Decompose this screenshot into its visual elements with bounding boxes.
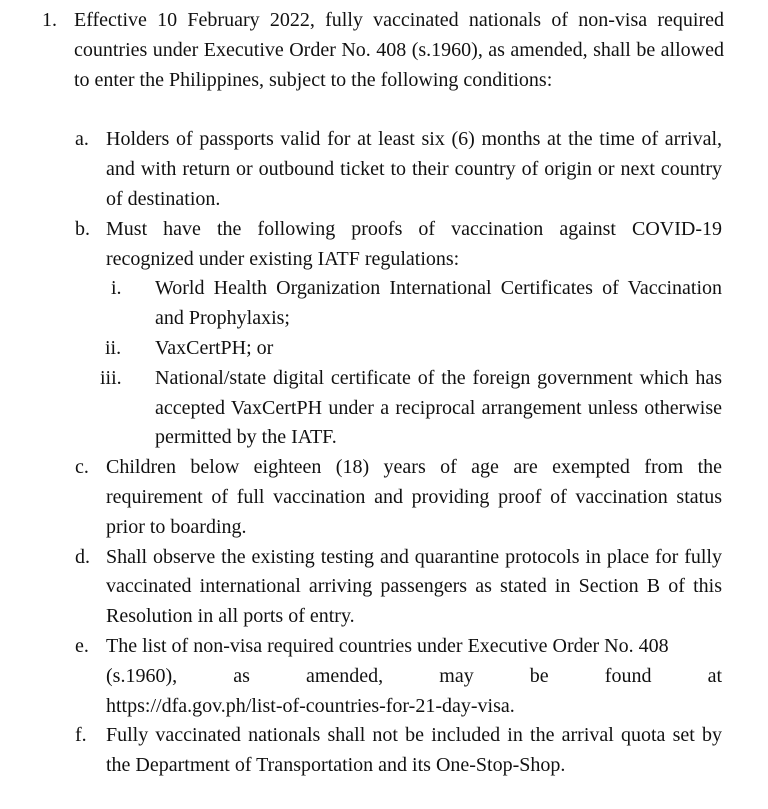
condition-e xyxy=(0,632,722,721)
paragraph-spacer xyxy=(0,95,768,125)
document-body xyxy=(0,6,768,781)
condition-letter: e. xyxy=(75,634,89,657)
proof-text: World Health Organization International Certificates of Vaccination and Prophylaxis; xyxy=(155,277,722,330)
item-number: 1. xyxy=(42,9,57,31)
condition-f xyxy=(0,721,722,781)
condition-letter: f. xyxy=(75,724,87,747)
numbered-item-1 xyxy=(0,6,724,95)
proof-numeral: i. xyxy=(111,277,122,300)
proof-item-ii xyxy=(0,334,722,364)
proof-text: VaxCertPH; or xyxy=(155,336,274,359)
proof-text: National/state digital certificate of the foreign government which has accepted VaxCertPH under a reciprocal arrangement unless otherwise permitted by the IATF. xyxy=(155,366,722,449)
condition-letter: d. xyxy=(75,545,90,568)
condition-letter: a. xyxy=(75,128,89,151)
condition-letter: b. xyxy=(75,217,90,240)
item-text: Effective 10 February 2022, fully vaccinated nationals of non-visa required countries under Executive Order No. 408 (s.1960), as amended, shall be allowed to enter the Philippines, subject to the following conditions: xyxy=(74,9,724,91)
proof-numeral: ii. xyxy=(105,336,122,359)
condition-url-text: https://dfa.gov.ph/list-of-countries-for-21-day-visa. xyxy=(106,694,515,717)
proof-numeral: iii. xyxy=(100,366,122,389)
condition-d xyxy=(0,543,722,632)
condition-b xyxy=(0,215,722,275)
condition-text: Fully vaccinated nationals shall not be included in the arrival quota set by the Department of Transportation and its One-Stop-Shop. xyxy=(106,724,722,777)
proof-item-i xyxy=(0,274,722,334)
condition-text: Must have the following proofs of vaccination against COVID-19 recognized under existing IATF regulations: xyxy=(106,217,722,270)
condition-text-line: (s.1960), as amended, may be found at xyxy=(106,664,722,687)
condition-text: Shall observe the existing testing and quarantine protocols in place for fully vaccinated international arriving passengers as stated in Section B of this Resolution in all ports of entry. xyxy=(106,545,722,628)
condition-text: Children below eighteen (18) years of age are exempted from the requirement of full vaccination and providing proof of vaccination status prior to boarding. xyxy=(106,456,722,538)
condition-c xyxy=(0,453,722,542)
condition-letter: c. xyxy=(75,456,89,479)
condition-text: Holders of passports valid for at least six (6) months at the time of arrival, and with return or outbound ticket to their country of origin or next country of destination. xyxy=(106,128,722,210)
condition-a xyxy=(0,125,722,214)
condition-text-line: The list of non-visa required countries under Executive Order No. 408 xyxy=(106,634,669,657)
proof-item-iii xyxy=(0,364,722,453)
